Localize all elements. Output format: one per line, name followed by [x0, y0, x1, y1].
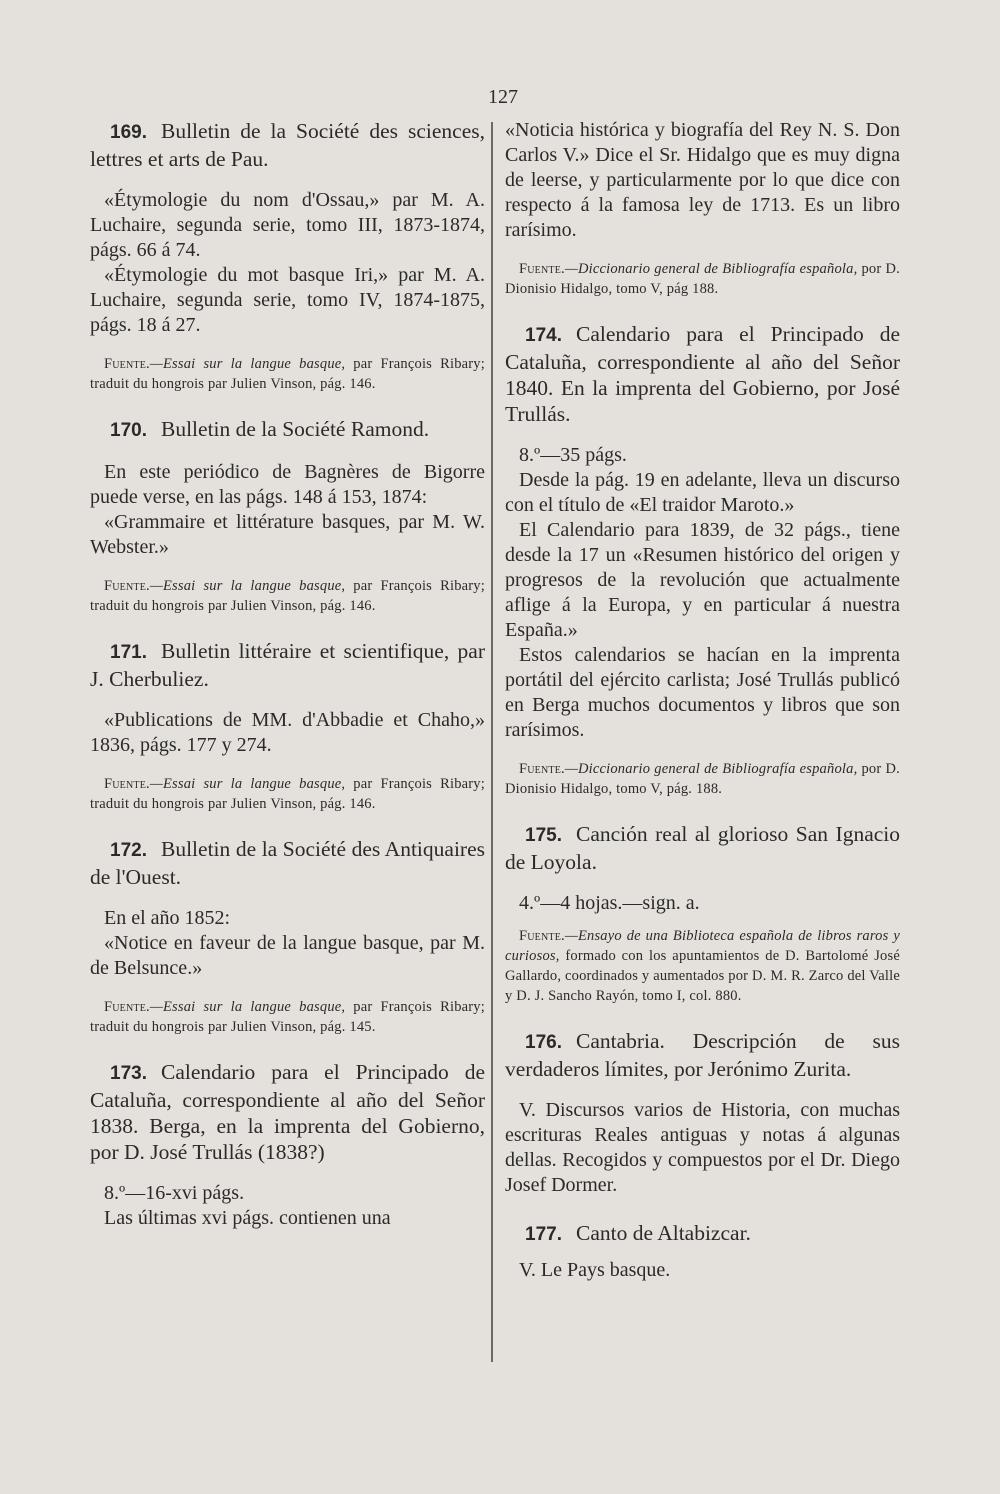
entry-source	[90, 354, 485, 394]
entry-paragraph: 8.º—35 págs.	[519, 444, 627, 466]
entry-paragraph: Desde la pág. 19 en adelante, lleva un discurso con el título de «El traidor Maroto.»	[505, 469, 900, 516]
source-title: —Ensayo de una Biblioteca española de libros raros y curiosos,	[505, 928, 900, 964]
source-label: Fuente.	[519, 761, 565, 777]
entry-paragraph: El Calendario para 1839, de 32 págs., tiene desde la 17 un «Resumen histórico del origen y progresos de la revolución que actualmente aflige á la Europa, y en particular á nuestra España.»	[505, 519, 900, 641]
entry-heading	[90, 1059, 485, 1165]
source-title: —Essai sur la langue basque,	[149, 999, 346, 1015]
entry-171	[90, 638, 485, 814]
entry-number: 176.	[525, 1032, 562, 1053]
entry-heading	[505, 1028, 900, 1082]
entry-paragraph: En este periódico de Bagnères de Bigorre puede verse, en las págs. 148 á 153, 1874:	[90, 461, 485, 508]
source-details: formado con los apuntamientos de D. Bartolomé José Gallardo, coordinados y aumentados por D. M. R. Zarco del Valle y D. J. Sancho Rayón, tomo I, col. 880.	[505, 948, 900, 1004]
source-title: —Essai sur la langue basque,	[149, 356, 346, 372]
source-label: Fuente.	[104, 776, 150, 792]
entry-heading	[90, 638, 485, 692]
entry-title: Cantabria. Descripción de sus verdaderos límites, por Jerónimo Zurita.	[505, 1029, 900, 1081]
source-label: Fuente.	[104, 999, 150, 1015]
entry-paragraph: 4.º—4 hojas.—sign. a.	[519, 892, 700, 914]
source-title: —Diccionario general de Bibliografía española,	[564, 261, 858, 277]
entry-source	[90, 774, 485, 814]
source-details: par François Ribary; traduit du hongrois par Julien Vinson, pág. 146.	[90, 578, 485, 614]
entry-heading	[90, 118, 485, 172]
source-details: par François Ribary; traduit du hongrois par Julien Vinson, pág. 145.	[90, 999, 485, 1035]
entry-number: 172.	[110, 840, 147, 861]
entry-number: 175.	[525, 825, 562, 846]
source-details: por D. Dionisio Hidalgo, tomo V, pág 188.	[505, 261, 900, 297]
source-label: Fuente.	[519, 928, 565, 944]
entry-number: 170.	[110, 420, 147, 441]
entry-source	[505, 259, 900, 299]
entry-paragraph: Estos calendarios se hacían en la imprenta portátil del ejército carlista; José Trullás publicó en Berga muchos documentos y libros que son rarísimos.	[505, 644, 900, 741]
entry-heading	[505, 321, 900, 427]
source-details: par François Ribary; traduit du hongrois par Julien Vinson, pág. 146.	[90, 356, 485, 392]
entry-paragraph: «Étymologie du nom d'Ossau,» par M. A. Luchaire, segunda serie, tomo III, 1873-1874, págs. 66 á 74.	[90, 189, 485, 261]
source-title: —Diccionario general de Bibliografía española,	[564, 761, 858, 777]
entry-heading	[90, 836, 485, 890]
entry-number: 169.	[110, 122, 147, 143]
entry-paragraph: Las últimas xvi págs. contienen una	[104, 1207, 391, 1229]
entry-172	[90, 836, 485, 1037]
source-title: —Essai sur la langue basque,	[149, 776, 346, 792]
entry-175	[505, 821, 900, 1006]
source-title: —Essai sur la langue basque,	[149, 578, 346, 594]
entry-number: 171.	[110, 642, 147, 663]
source-details: por D. Dionisio Hidalgo, tomo V, pág. 188.	[505, 761, 900, 797]
entry-173	[90, 1059, 485, 1231]
entry-paragraph: «Publications de MM. d'Abbadie et Chaho,» 1836, págs. 177 y 274.	[90, 709, 485, 756]
entry-source	[505, 759, 900, 799]
entry-title: Bulletin de la Société Ramond.	[160, 417, 430, 441]
entry-176	[505, 1028, 900, 1198]
source-label: Fuente.	[519, 261, 565, 277]
left-column	[90, 118, 485, 1231]
entry-title: Bulletin littéraire et scientifique, par J. Cherbuliez.	[90, 639, 485, 691]
entry-paragraph: «Étymologie du mot basque Iri,» par M. A. Luchaire, segunda serie, tomo IV, 1874-1875, págs. 18 á 27.	[90, 264, 485, 336]
entry-paragraph: «Notice en faveur de la langue basque, par M. de Belsunce.»	[90, 932, 485, 979]
column-divider	[491, 122, 493, 1362]
entry-number: 173.	[110, 1063, 147, 1084]
entry-174	[505, 321, 900, 799]
page-number: 127	[488, 86, 518, 108]
entry-paragraph: «Grammaire et littérature basques, par M. W. Webster.»	[90, 511, 485, 558]
entry-title: Bulletin de la Société des Antiquaires de l'Ouest.	[90, 837, 485, 889]
entry-paragraph: V. Le Pays basque.	[519, 1259, 671, 1281]
entry-paragraph: En el año 1852:	[104, 907, 231, 929]
entry-number: 174.	[525, 325, 562, 346]
entry-paragraph: «Noticia histórica y biografía del Rey N. S. Don Carlos V.» Dice el Sr. Hidalgo que es muy digna de leerse, y particularmente por lo que dice con respecto á la famosa ley de 1713. Es un libro rarísimo.	[505, 119, 900, 241]
entry-title: Bulletin de la Société des sciences, lettres et arts de Pau.	[90, 119, 485, 171]
entry-heading	[505, 1220, 900, 1248]
entry-source	[505, 926, 900, 1006]
entry-source	[90, 576, 485, 616]
entry-169	[90, 118, 485, 394]
entry-paragraph: V. Discursos varios de Historia, con muchas escrituras Reales antiguas y notas á algunas dellas. Recogidos y compuestos por el Dr. Diego Josef Dormer.	[505, 1099, 900, 1196]
right-column	[505, 118, 900, 1283]
entry-177	[505, 1220, 900, 1283]
entry-173-continuation	[505, 118, 900, 299]
entry-title: Canción real al glorioso San Ignacio de Loyola.	[505, 822, 900, 874]
entry-heading	[505, 821, 900, 875]
entry-170	[90, 416, 485, 616]
entry-title: Calendario para el Principado de Cataluña, correspondiente al año del Señor 1838. Berga, en la imprenta del Gobierno, por D. José Trullás (1838?)	[90, 1060, 485, 1164]
entry-title: Calendario para el Principado de Cataluña, correspondiente al año del Señor 1840. En la imprenta del Gobierno, por José Trullás.	[505, 322, 900, 426]
entry-title: Canto de Altabizcar.	[575, 1221, 751, 1245]
entry-heading	[90, 416, 485, 444]
source-label: Fuente.	[104, 578, 150, 594]
entry-paragraph: 8.º—16-xvi págs.	[104, 1182, 245, 1204]
entry-number: 177.	[525, 1224, 562, 1245]
entry-source	[90, 997, 485, 1037]
source-label: Fuente.	[104, 356, 150, 372]
source-details: par François Ribary; traduit du hongrois par Julien Vinson, pág. 146.	[90, 776, 485, 812]
